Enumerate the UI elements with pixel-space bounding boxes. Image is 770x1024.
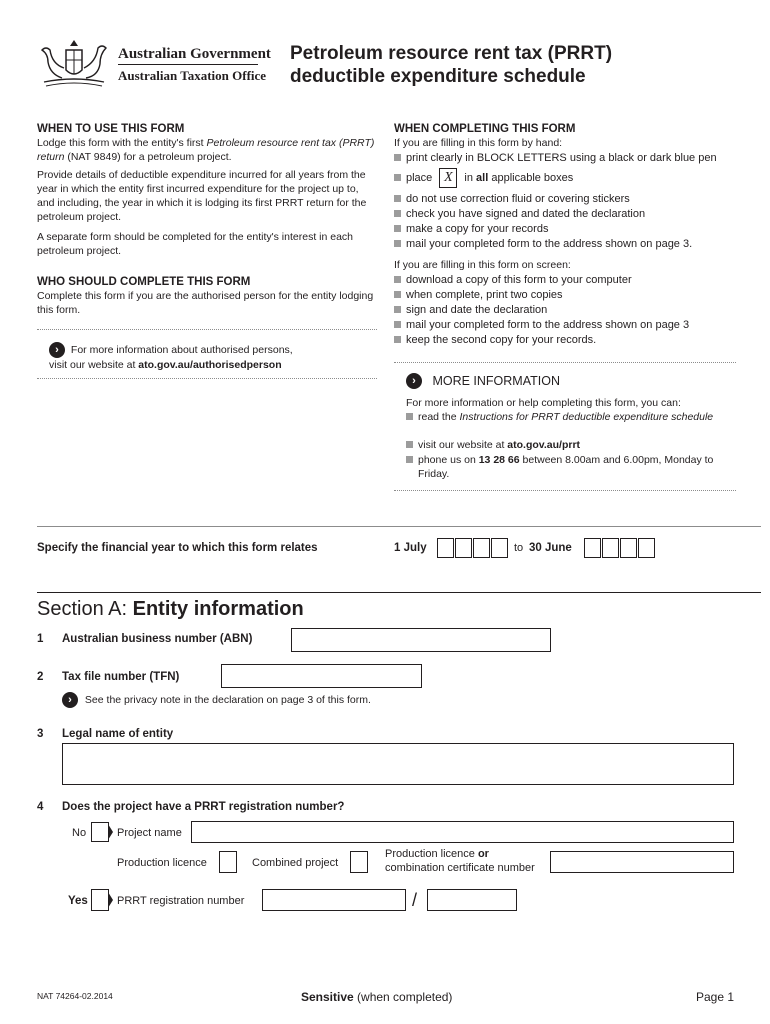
when-to-use-heading: WHEN TO USE THIS FORM [37, 123, 185, 135]
q3-label: Legal name of entity [62, 728, 174, 740]
bullet-icon [394, 174, 401, 181]
bullet-icon [406, 441, 413, 448]
list-item: mail your completed form to the address shown on page 3 [394, 318, 754, 333]
project-name-label: Project name [117, 827, 182, 839]
from-year-input[interactable] [437, 538, 509, 563]
list-item: download a copy of this form to your computer [394, 273, 754, 288]
sensitive-label: Sensitive (when completed) [301, 990, 453, 1004]
bullet-icon [394, 336, 401, 343]
combined-project-label: Combined project [252, 857, 339, 869]
abn-input[interactable] [291, 628, 551, 652]
no-label: No [72, 827, 87, 839]
q2-label: Tax file number (TFN) [62, 671, 180, 683]
no-checkbox[interactable] [91, 822, 109, 842]
q4-label: Does the project have a PRRT registration number? [62, 801, 345, 813]
pointer-tab-icon [108, 824, 114, 840]
licence-number-input[interactable] [550, 851, 734, 873]
bullet-icon [394, 225, 401, 232]
when-completing-heading: WHEN COMPLETING THIS FORM [394, 123, 576, 135]
list-item: check you have signed and dated the declaration [394, 207, 754, 222]
who-should-text: Complete this form if you are the authorised person for the entity lodging this form. [37, 290, 374, 316]
when-to-use-p3: A separate form should be completed for the entity's interest in each petroleum project. [37, 231, 354, 257]
digit-box[interactable] [473, 538, 490, 558]
more-info-item-1: read the Instructions for PRRT deductible expenditure schedule [406, 410, 738, 424]
bullet-icon [394, 240, 401, 247]
form-title-line1: Petroleum resource rent tax (PRRT) [290, 43, 613, 64]
by-hand-list-2 [394, 192, 754, 252]
q3-number: 3 [37, 728, 44, 740]
pointer-tab-icon [108, 892, 114, 908]
section-a-title: Section A: Entity information [37, 598, 304, 620]
legal-name-input[interactable] [62, 743, 734, 785]
bullet-icon [394, 154, 401, 161]
yes-checkbox[interactable] [91, 889, 109, 911]
arrow-icon: › [406, 373, 422, 389]
info-box-top [37, 329, 377, 330]
project-name-input[interactable] [191, 821, 734, 843]
q4-number: 4 [37, 801, 44, 813]
list-item: do not use correction fluid or covering stickers [394, 192, 754, 207]
prrt-reg-part1-input[interactable] [262, 889, 406, 911]
agency-name: Australian Taxation Office [118, 68, 267, 83]
from-date-label: 1 July [394, 542, 427, 554]
nat-number: NAT 74264-02.2014 [37, 991, 113, 1001]
financial-year-divider [37, 526, 761, 527]
arrow-icon: › [62, 692, 78, 708]
more-info-item-3: phone us on 13 28 66 between 8.00am and 6.00pm, Monday to Friday. [406, 453, 728, 481]
section-a-divider [37, 592, 761, 593]
bullet-icon [394, 321, 401, 328]
prrt-reg-label: PRRT registration number [117, 895, 245, 907]
q1-number: 1 [37, 633, 44, 645]
list-item: mail your completed form to the address shown on page 3. [394, 237, 754, 252]
logo-divider [118, 64, 258, 65]
digit-box[interactable] [584, 538, 601, 558]
more-info-heading-row [406, 372, 560, 390]
privacy-note-row [62, 692, 371, 708]
digit-box[interactable] [491, 538, 508, 558]
prrt-reg-part2-input[interactable] [427, 889, 517, 911]
production-licence-checkbox[interactable] [219, 851, 237, 873]
bullet-icon [394, 195, 401, 202]
x-mark-box: X [439, 168, 457, 188]
prrt-link[interactable]: ato.gov.au/prrt [507, 439, 581, 451]
more-info-intro: For more information or help completing this form, you can: [406, 397, 681, 409]
form-title-line2: deductible expenditure schedule [290, 66, 586, 87]
bullet-icon [394, 291, 401, 298]
when-to-use-p2: Provide details of deductible expenditure incurred for all years from the year in which the entity first incurred expenditure for the project up to, and including, the year in which it is lodging its first PRRT return for the petroleum project. [37, 169, 367, 223]
digit-box[interactable] [638, 538, 655, 558]
production-licence-label: Production licence [117, 857, 207, 869]
bullet-icon [394, 306, 401, 313]
yes-label: Yes [68, 895, 88, 907]
to-date-label: 30 June [529, 542, 572, 554]
reg-separator: / [412, 890, 418, 910]
digit-box[interactable] [620, 538, 637, 558]
digit-box[interactable] [602, 538, 619, 558]
by-hand-list [394, 151, 754, 166]
bullet-icon [406, 456, 413, 463]
to-word: to [514, 542, 524, 554]
digit-box[interactable] [455, 538, 472, 558]
coat-of-arms-logo [36, 36, 112, 92]
when-to-use-p1: Lodge this form with the entity's first Petroleum resource rent tax (PRRT) return (NAT 9849) for a petroleum project. [37, 137, 375, 163]
list-item: print clearly in BLOCK LETTERS using a black or dark blue pen [394, 151, 754, 166]
q2-number: 2 [37, 671, 44, 683]
list-item: when complete, print two copies [394, 288, 754, 303]
list-item: sign and date the declaration [394, 303, 754, 318]
on-screen-intro: If you are filling in this form on screen: [394, 259, 571, 271]
arrow-icon: › [49, 342, 65, 358]
gov-name: Australian Government [118, 46, 271, 62]
list-item: make a copy for your records [394, 222, 754, 237]
place-x-instruction: place X in all applicable boxes [394, 168, 573, 188]
more-info-heading: MORE INFORMATION [432, 373, 560, 388]
bullet-icon [394, 276, 401, 283]
financial-year-label: Specify the financial year to which this form relates [37, 542, 318, 554]
info-box-bottom [37, 378, 377, 379]
authorised-info: › For more information about authorised persons, visit our website at ato.gov.au/authorisedperson [49, 343, 293, 371]
list-item: keep the second copy for your records. [394, 333, 754, 348]
tfn-input[interactable] [221, 664, 422, 688]
by-hand-intro: If you are filling in this form by hand: [394, 137, 563, 149]
bullet-icon [406, 413, 413, 420]
digit-box[interactable] [437, 538, 454, 558]
page-number: Page 1 [696, 990, 735, 1004]
privacy-note: See the privacy note in the declaration on page 3 of this form. [84, 694, 371, 706]
bullet-icon [394, 210, 401, 217]
to-year-input[interactable] [584, 538, 656, 563]
more-info-item-2: visit our website at ato.gov.au/prrt [406, 438, 580, 452]
pl-or-ccn-label: Production licence or combination certificate number [385, 848, 535, 874]
combined-project-checkbox[interactable] [350, 851, 368, 873]
q1-label: Australian business number (ABN) [62, 633, 253, 645]
who-should-heading: WHO SHOULD COMPLETE THIS FORM [37, 276, 251, 288]
on-screen-list [394, 273, 754, 348]
authorised-link[interactable]: ato.gov.au/authorisedperson [138, 359, 282, 371]
